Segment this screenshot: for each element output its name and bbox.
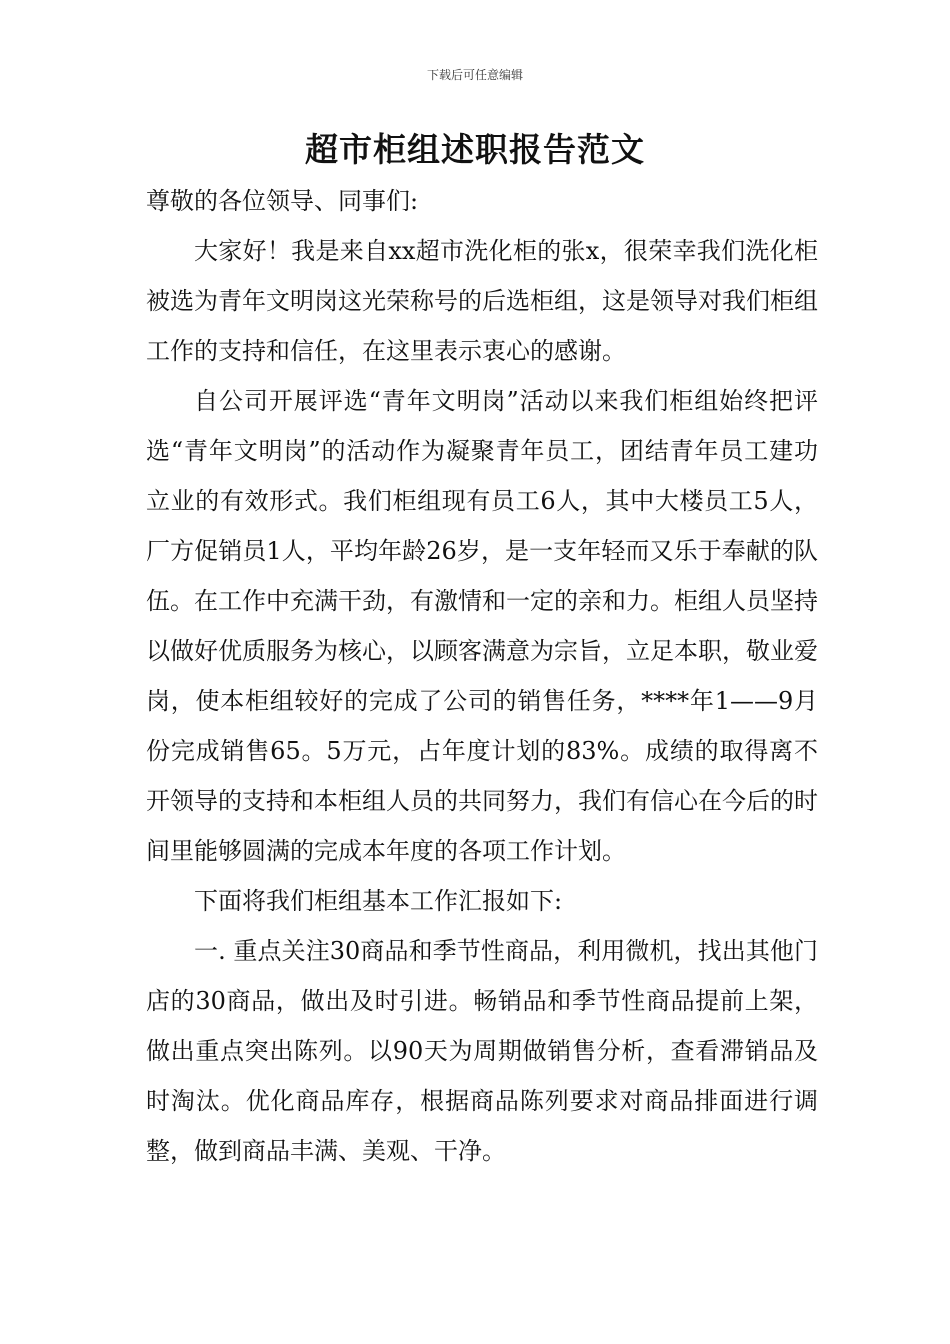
document-body [146,176,818,1176]
document-title: 超市柜组述职报告范文 [305,130,645,169]
salutation: 尊敬的各位领导、同事们: [146,187,419,215]
header-note: 下载后可任意编辑 [426,68,523,82]
paragraph-point-one: 一. 重点关注30商品和季节性商品，利用微机，找出其他门店的30商品，做出及时引进。畅销品和季节性商品提前上架，做出重点突出陈列。以90天为周期做销售分析，查看滞销品及时淘汰。优化商品库存，根据商品陈列要求对商品排面进行调整，做到商品丰满、美观、干净。 [146,937,818,1165]
paragraph-team-overview: 自公司开展评选“青年文明岗”活动以来我们柜组始终把评选“青年文明岗”的活动作为凝聚青年员工，团结青年员工建功立业的有效形式。我们柜组现有员工6人，其中大楼员工5人，厂方促销员1人，平均年龄26岁，是一支年轻而又乐于奉献的队伍。在工作中充满干劲，有激情和一定的亲和力。柜组人员坚持以做好优质服务为核心，以顾客满意为宗旨，立足本职，敬业爱岗，使本柜组较好的完成了公司的销售任务，****年1——9月份完成销售65。5万元，占年度计划的83%。成绩的取得离不开领导的支持和本柜组人员的共同努力，我们有信心在今后的时间里能够圆满的完成本年度的各项工作计划。 [146,387,818,865]
paragraph-report-intro: 下面将我们柜组基本工作汇报如下: [194,887,563,915]
paragraph-greeting: 大家好！我是来自xx超市洗化柜的张x，很荣幸我们洗化柜被选为青年文明岗这光荣称号的后选柜组，这是领导对我们柜组工作的支持和信任，在这里表示衷心的感谢。 [146,237,818,365]
